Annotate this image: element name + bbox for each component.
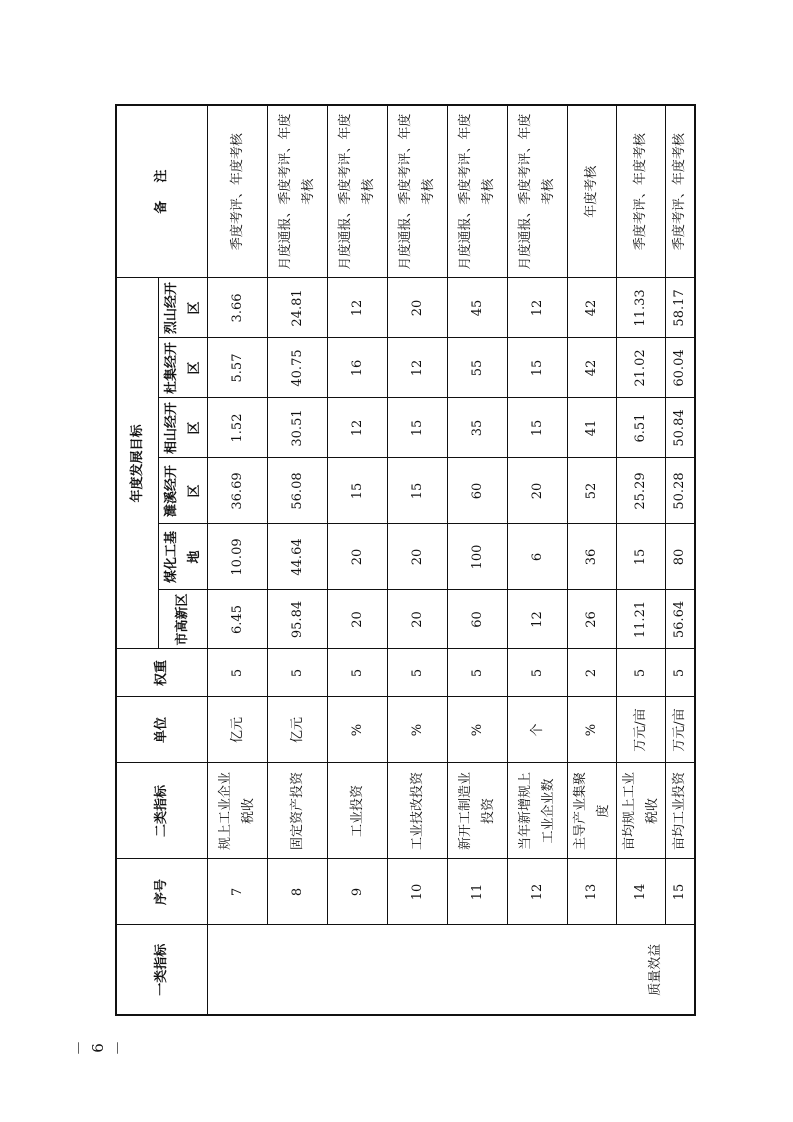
row-value: 80 (665, 524, 695, 590)
header-region: 市高新区 (158, 590, 207, 649)
row-indicator: 工业技改投资 (387, 763, 447, 859)
row-value: 20 (387, 590, 447, 649)
row-value: 15 (327, 458, 387, 524)
row-remark: 月度通报、季度考评、年度考核 (507, 105, 567, 278)
row-unit: 万元/亩 (665, 697, 695, 763)
row-value: 12 (327, 278, 387, 338)
row-value: 20 (507, 458, 567, 524)
row-unit: % (447, 697, 507, 763)
row-value: 11.21 (616, 590, 665, 649)
row-value: 20 (327, 590, 387, 649)
row-remark: 季度考评、年度考核 (616, 105, 665, 278)
row-unit: % (567, 697, 616, 763)
row-remark: 季度考评、年度考核 (207, 105, 267, 278)
row-value: 35 (447, 398, 507, 458)
row-value: 10.09 (207, 524, 267, 590)
indicator-table (115, 104, 696, 1016)
row-value: 36.69 (207, 458, 267, 524)
header-seq: 序号 (116, 859, 207, 925)
row-value: 60 (447, 590, 507, 649)
header-region: 煤化工基地 (158, 524, 207, 590)
header-level2: 二类指标 (116, 763, 207, 859)
row-value: 6.45 (207, 590, 267, 649)
row-value: 26 (567, 590, 616, 649)
row-value: 12 (387, 338, 447, 398)
row-seq: 14 (616, 859, 665, 925)
row-remark: 月度通报、季度考评、年度考核 (447, 105, 507, 278)
row-value: 1.52 (207, 398, 267, 458)
table-row (327, 105, 387, 1015)
row-seq: 8 (267, 859, 327, 925)
row-remark: 月度通报、季度考评、年度考核 (387, 105, 447, 278)
header-region: 烈山经开区 (158, 278, 207, 338)
row-unit: 个 (507, 697, 567, 763)
row-weight: 5 (665, 649, 695, 697)
row-weight: 5 (507, 649, 567, 697)
row-value: 5.57 (207, 338, 267, 398)
row-value: 44.64 (267, 524, 327, 590)
row-weight: 5 (387, 649, 447, 697)
header-level1: 一类指标 (116, 925, 207, 1015)
row-weight: 5 (616, 649, 665, 697)
table-row (567, 105, 616, 1015)
row-weight: 5 (267, 649, 327, 697)
row-value: 55 (447, 338, 507, 398)
row-unit: 亿元 (267, 697, 327, 763)
row-value: 11.33 (616, 278, 665, 338)
row-value: 45 (447, 278, 507, 338)
row-value: 12 (507, 278, 567, 338)
row-seq: 9 (327, 859, 387, 925)
row-remark: 月度通报、季度考评、年度考核 (267, 105, 327, 278)
row-indicator: 规上工业企业税收 (207, 763, 267, 859)
row-weight: 5 (207, 649, 267, 697)
row-value: 42 (567, 278, 616, 338)
row-value: 20 (327, 524, 387, 590)
header-unit: 单位 (116, 697, 207, 763)
row-value: 3.66 (207, 278, 267, 338)
row-value: 15 (507, 398, 567, 458)
row-indicator: 当年新增规上工业企业数 (507, 763, 567, 859)
row-value: 100 (447, 524, 507, 590)
row-value: 40.75 (267, 338, 327, 398)
row-seq: 10 (387, 859, 447, 925)
row-unit: 万元/亩 (616, 697, 665, 763)
row-value: 15 (507, 338, 567, 398)
row-weight: 2 (567, 649, 616, 697)
row-value: 15 (616, 524, 665, 590)
row-indicator: 工业投资 (327, 763, 387, 859)
row-value: 50.28 (665, 458, 695, 524)
rotated-table-container (115, 106, 689, 1016)
row-value: 15 (387, 458, 447, 524)
row-value: 6 (507, 524, 567, 590)
row-value: 16 (327, 338, 387, 398)
row-remark: 月度通报、季度考评、年度考核 (327, 105, 387, 278)
row-value: 21.02 (616, 338, 665, 398)
table-row (207, 105, 267, 1015)
row-value: 60 (447, 458, 507, 524)
page-number: － 6 － (70, 1040, 127, 1056)
table-row (616, 105, 665, 1015)
row-seq: 15 (665, 859, 695, 925)
row-remark: 年度考核 (567, 105, 616, 278)
row-value: 20 (387, 524, 447, 590)
row-value: 12 (507, 590, 567, 649)
row-value: 12 (327, 398, 387, 458)
header-region: 濉溪经开区 (158, 458, 207, 524)
row-value: 56.08 (267, 458, 327, 524)
row-indicator: 新开工制造业投资 (447, 763, 507, 859)
level1-group-quality: 质量效益 (616, 925, 695, 1015)
row-value: 20 (387, 278, 447, 338)
row-seq: 11 (447, 859, 507, 925)
table-row (387, 105, 447, 1015)
row-value: 95.84 (267, 590, 327, 649)
row-value: 25.29 (616, 458, 665, 524)
row-value: 30.51 (267, 398, 327, 458)
row-seq: 7 (207, 859, 267, 925)
row-unit: 亿元 (207, 697, 267, 763)
row-value: 41 (567, 398, 616, 458)
row-value: 50.84 (665, 398, 695, 458)
row-indicator: 固定资产投资 (267, 763, 327, 859)
table-row (267, 105, 327, 1015)
row-weight: 5 (327, 649, 387, 697)
row-indicator: 亩均工业投资 (665, 763, 695, 859)
header-region: 杜集经开区 (158, 338, 207, 398)
row-seq: 13 (567, 859, 616, 925)
header-remark: 备 注 (116, 105, 207, 278)
row-weight: 5 (447, 649, 507, 697)
row-value: 42 (567, 338, 616, 398)
table-row (507, 105, 567, 1015)
level1-cell-empty (207, 925, 616, 1015)
table-row (665, 105, 695, 1015)
table-row (447, 105, 507, 1015)
row-unit: % (387, 697, 447, 763)
row-unit: % (327, 697, 387, 763)
row-value: 60.04 (665, 338, 695, 398)
row-indicator: 亩均规上工业税收 (616, 763, 665, 859)
row-value: 6.51 (616, 398, 665, 458)
row-value: 24.81 (267, 278, 327, 338)
header-weight: 权重 (116, 649, 207, 697)
row-value: 52 (567, 458, 616, 524)
row-seq: 12 (507, 859, 567, 925)
row-value: 58.17 (665, 278, 695, 338)
row-value: 15 (387, 398, 447, 458)
row-value: 56.64 (665, 590, 695, 649)
row-indicator: 主导产业集聚度 (567, 763, 616, 859)
row-remark: 季度考评、年度考核 (665, 105, 695, 278)
header-annual-goal: 年度发展目标 (116, 278, 158, 649)
header-region: 相山经开区 (158, 398, 207, 458)
row-value: 36 (567, 524, 616, 590)
